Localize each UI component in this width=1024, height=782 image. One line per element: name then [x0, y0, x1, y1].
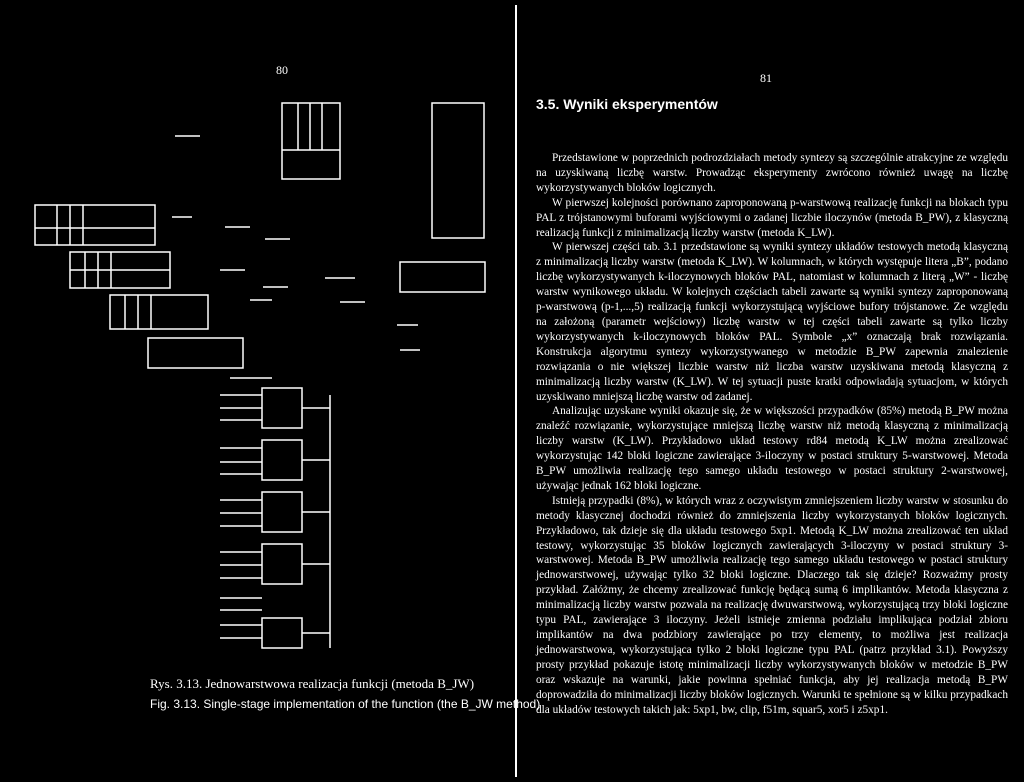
paragraph: Analizując uzyskane wyniki okazuje się, że w większości przypadków (85%) metodą B_PW można znaleźć rozwiązanie, wykorzystujące mniejszą liczbę warstw niż metodą klasyczną z minimalizacją liczby warstw (K_LW). Przykładowo układ testowy rd84 metodą K_LW można zrealizować wykorzystując 142 bloki logiczne zawierające 3-iloczyny w postaci struktury 5-warstwowej. Metoda B_PW umożliwia realizację tego samego układu testowego w postaci struktury 2-warstwowej, używając jednak 162 bloki logiczne.: [536, 405, 1008, 492]
right-page-number: 81: [760, 71, 772, 85]
pal-block-left-2: [70, 252, 170, 288]
book-gutter: [515, 5, 517, 777]
pal-block-right-small: [400, 262, 485, 292]
paragraph: W pierwszej części tab. 3.1 przedstawione są wyniki syntezy układów testowych metodą klasyczną z minimalizacją liczby warstw (metoda K_LW). W kolumnach, w których występuje litera „B”, podano liczbę wykorzystywanych k-iloczynowych bloków PAL, natomiast w kolumnach z literą „W” - liczbę warstw wynikowego układu. W kolejnych częściach tabeli zawarte są wyniki syntezy zaproponowaną p-warstwową (p-1,...,5) realizacją funkcji wykorzystującą wyjściowe bufory trójstanowe. Ze względu na założoną (parametr wejściowy) liczbę warstw w tej części tabeli zawarte są tylko liczby wykorzystywanych k-iloczynowych bloków PAL. Symbole „x” oznaczają brak rozwiązania. Konstrukcja algorytmu syntezy wykorzystywanego w metodzie B_PW zapewnia znalezienie rozwiązania o nie większej liczbie warstw niż liczba warstw uzyskiwana metodą klasyczną z minimalizacją liczby warstw (K_LW). W tej sytuacji puste kratki odpowiadają sytuacjom, w których uzyskiwano mniejszą liczbę warstw od zadanej.: [536, 241, 1008, 403]
figure-caption-pl: Rys. 3.13. Jednowarstwowa realizacja funkcji (metoda B_JW): [150, 676, 475, 691]
output-block-stack: [220, 388, 330, 648]
body-text: [536, 151, 1008, 717]
figure-caption-en: Fig. 3.13. Single-stage implementation of the function (the B_JW method): [150, 697, 541, 711]
section-heading: 3.5. Wyniki eksperymentów: [536, 96, 718, 112]
pal-block-right-tall: [432, 103, 484, 238]
pal-block-left-4: [148, 338, 243, 368]
paragraph: W pierwszej kolejności porównano zaproponowaną p-warstwową realizację funkcji na blokach typu PAL z trójstanowymi buforami wyjściowymi o zadanej liczbie iloczynów (metoda B_PW), z klasyczną realizacją funkcji z minimalizacją liczby warstw (metoda K_LW).: [536, 196, 1008, 239]
paragraph: Istnieją przypadki (8%), w których wraz z oczywistym zmniejszeniem liczby warstw w stosunku do metody klasycznej dochodzi również do zmniejszenia liczby wykorzystanych bloków logicznych. Przykładowo, tak dzieje się dla układu testowego 5xp1. Metodą K_LW można zrealizować ten układ testowy, wykorzystując 35 bloków logicznych zawierających 3-iloczyny w postaci struktury 3-warstwowej. Metoda B_PW umożliwia realizację tego samego układu testowego w postaci struktury jednowarstwowej, używając tylko 32 bloki logiczne. Dlaczego tak się dzieje? Rozważmy prosty przykład. Załóżmy, że chcemy zrealizować funkcję będącą sumą 6 implikantów. Metoda klasyczna z minimalizacją liczby warstw pozwala na realizację dwuwarstwową, wykorzystującą trzy bloki logiczne typu PAL, zawierające 3 iloczyny. Jeżeli istnieje zmienna podziału implikująca podział zbioru implikantów na dwa podzbiory zawierające po trzy elementy, to możliwa jest realizacja jednowarstwowa, wykorzystująca tylko 2 bloki logiczne typu PAL (patrz przykład 3.1). Powyższy prosty przykład pokazuje istotę minimalizacji liczby wykorzystywanych bloków w metodzie B_PW oraz wskazuje na warunki, jakie powinna spełniać funkcja, aby jej realizacja metodą B_PW doprowadziła do minimalizacji liczby bloków logicznych. Warunki te spełnione są w kilku przypadkach dla układów testowych takich jak: 5xp1, bw, clip, f51m, squar5, xor5 i z5xp1.: [536, 494, 1008, 716]
pal-block-top: [282, 103, 340, 179]
paragraph: Przedstawione w poprzednich podrozdziałach metody syntezy są szczególnie atrakcyjne ze względu na uzyskiwaną liczbę warstw. Prowadząc eksperymenty zwrócono również uwagę na liczbę wykorzystywanych bloków logicznych.: [536, 152, 1008, 194]
pal-block-left-1: [35, 205, 155, 245]
pal-block-left-3: [110, 295, 208, 329]
left-page-number: 80: [276, 63, 288, 77]
